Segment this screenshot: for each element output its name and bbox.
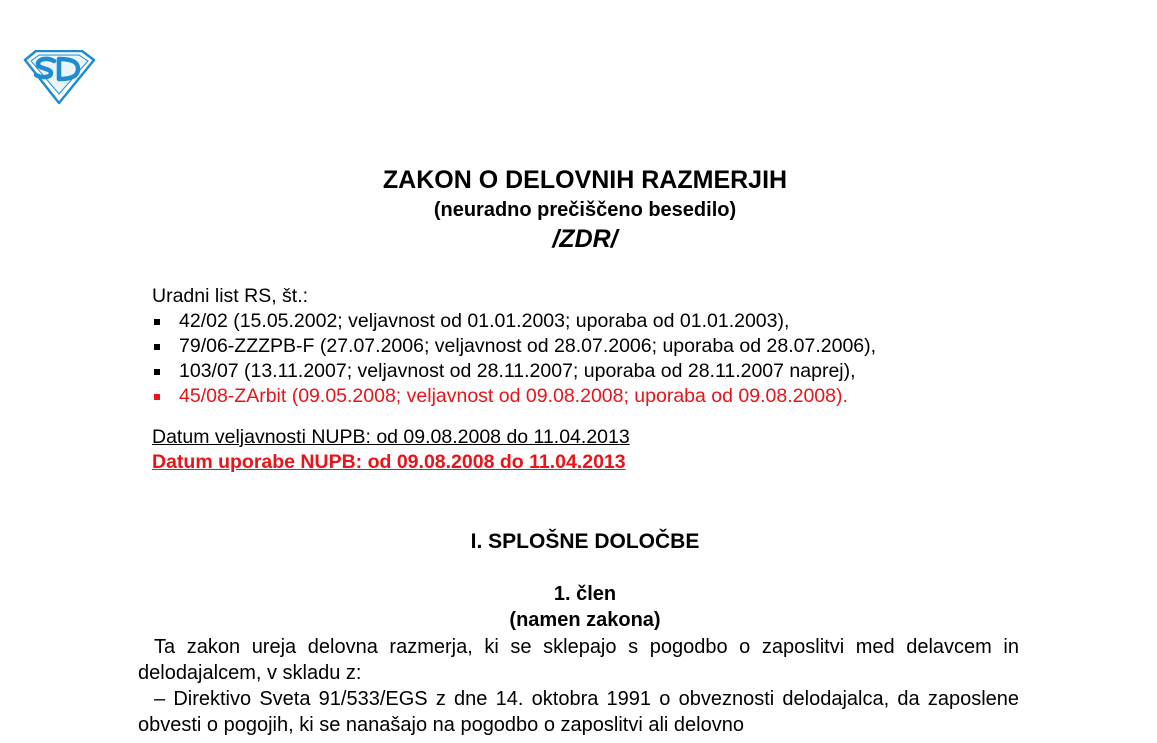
article-number: 1. člen bbox=[553, 583, 617, 605]
gazette-item-text: 45/08-ZArbit (09.05.2008; veljavnost od 09.08.2008; uporaba od 09.08.2008). bbox=[179, 385, 848, 407]
article-paragraph: – Direktivo Sveta 91/533/EGS z dne 14. oktobra 1991 o obveznosti delodajalca, da zaposlene obvesti o pogojih, ki se nanašajo na pogodbo o zaposlitvi ali delovno bbox=[138, 688, 1019, 736]
document-abbreviation: /ZDR/ bbox=[552, 225, 618, 253]
gazette-item bbox=[152, 309, 876, 334]
article-body bbox=[138, 634, 1019, 738]
application-date: Datum uporabe NUPB: od 09.08.2008 do 11.04.2013 bbox=[152, 451, 626, 473]
document-subtitle: (neuradno prečiščeno besedilo) bbox=[433, 199, 737, 221]
square-bullet-icon bbox=[154, 319, 160, 325]
square-bullet-icon bbox=[154, 369, 160, 375]
gazette-item-text: 79/06-ZZZPB-F (27.07.2006; veljavnost od 28.07.2006; uporaba od 28.07.2006), bbox=[179, 335, 877, 357]
validity-date: Datum veljavnosti NUPB: od 09.08.2008 do 11.04.2013 bbox=[152, 426, 630, 448]
gazette-item-current bbox=[152, 384, 876, 409]
validity-dates bbox=[152, 425, 630, 475]
square-bullet-icon bbox=[154, 344, 160, 350]
gazette-item-text: 42/02 (15.05.2002; veljavnost od 01.01.2003; uporaba od 01.01.2003), bbox=[179, 310, 790, 332]
gazette-item-text: 103/07 (13.11.2007; veljavnost od 28.11.2007; uporaba od 28.11.2007 naprej), bbox=[179, 360, 856, 382]
square-bullet-icon bbox=[154, 394, 160, 400]
gazette-item bbox=[152, 334, 876, 359]
gazette-list bbox=[152, 284, 876, 409]
gazette-label: Uradni list RS, št.: bbox=[152, 285, 309, 307]
gazette-item bbox=[152, 359, 876, 384]
article-paragraph: Ta zakon ureja delovna razmerja, ki se sklepajo s pogodbo o zaposlitvi med delavcem in delodajalcem, v skladu z: bbox=[138, 636, 1019, 684]
document-title: ZAKON O DELOVNIH RAZMERJIH bbox=[382, 166, 788, 194]
section-title: I. SPLOŠNE DOLOČBE bbox=[470, 530, 700, 553]
sd-logo bbox=[22, 50, 96, 104]
article-heading: (namen zakona) bbox=[509, 609, 661, 631]
